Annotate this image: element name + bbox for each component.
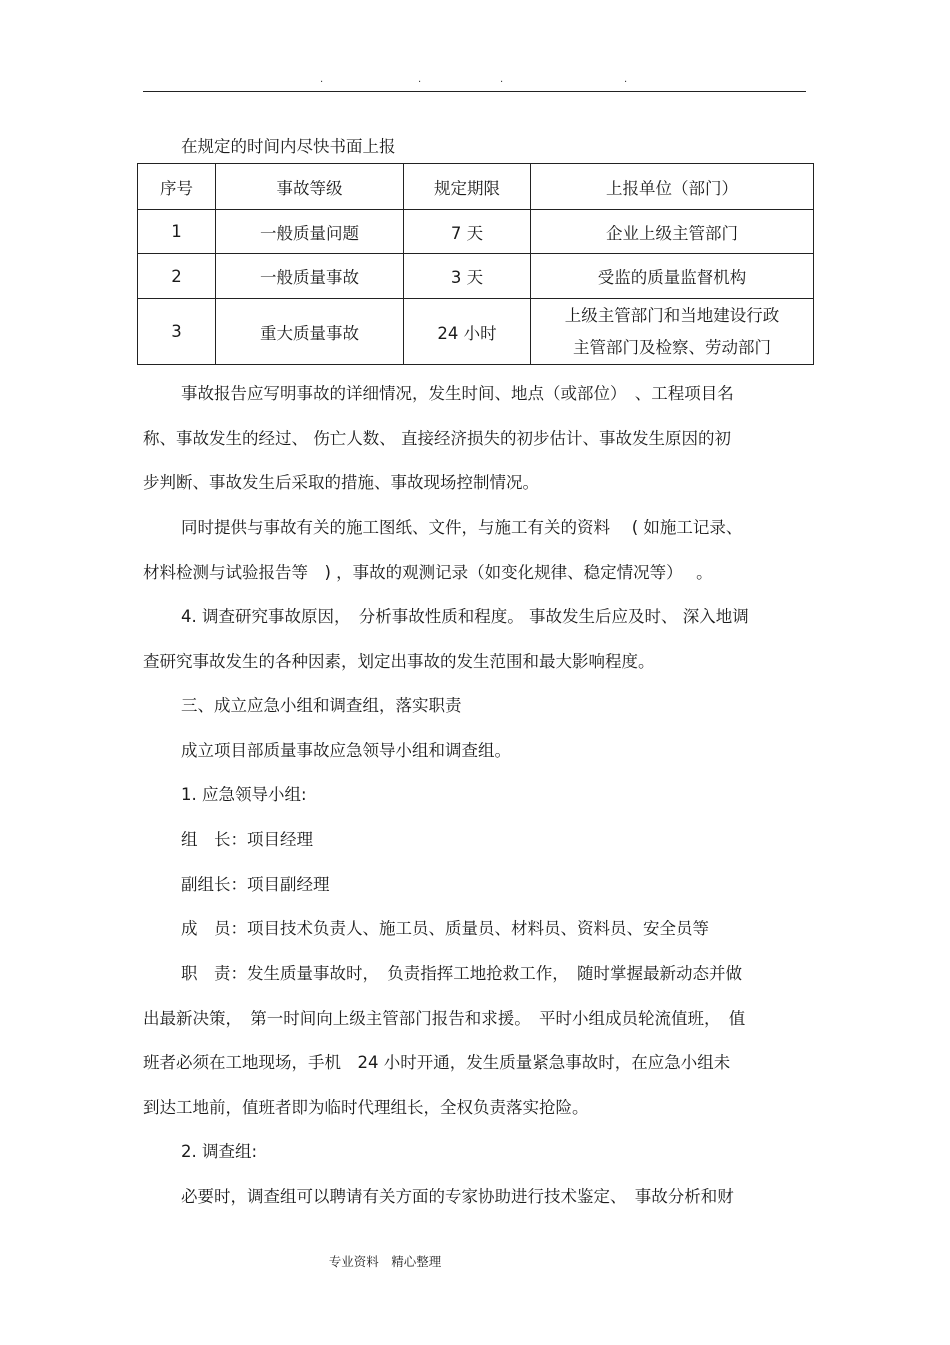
header-dots [143, 74, 806, 88]
table-header-cell: 事故等级 [216, 164, 404, 210]
row-number: 3 [138, 299, 216, 365]
paragraph-line: 副组长：项目副经理 [181, 875, 330, 894]
report-table [137, 163, 814, 365]
deadline: 7 天 [404, 210, 531, 254]
paragraph-line: 组 长：项目经理 [181, 830, 313, 849]
paragraph-line: 必要时，调查组可以聘请有关方面的专家协助进行技术鉴定、 事故分析和财 [181, 1187, 734, 1206]
table-row [138, 299, 814, 365]
report-unit: 企业上级主管部门 [531, 210, 814, 254]
table-header-cell: 规定期限 [404, 164, 531, 210]
accident-level: 重大质量事故 [216, 299, 404, 365]
paragraph-line: 事故报告应写明事故的详细情况，发生时间、地点（或部位） 、工程项目名 [181, 384, 734, 403]
report-unit: 受监的质量监督机构 [531, 254, 814, 299]
paragraph-line: 成 员：项目技术负责人、施工员、质量员、材料员、资料员、安全员等 [181, 919, 709, 938]
paragraph-line: 同时提供与事故有关的施工图纸、文件，与施工有关的资料 ( 如施工记录、 [181, 518, 743, 537]
table-header-cell: 序号 [138, 164, 216, 210]
paragraph-line: 出最新决策， 第一时间向上级主管部门报告和求援。 平时小组成员轮流值班， 值 [143, 1009, 746, 1028]
section-heading: 三、成立应急小组和调查组，落实职责 [181, 696, 462, 715]
page-footer: 专业资料 精心整理 [328, 1254, 442, 1269]
paragraph-line: 4. 调查研究事故原因， 分析事故性质和程度。 事故发生后应及时、 深入地调 [181, 607, 749, 626]
header-dot: . [418, 74, 422, 85]
subsection-heading: 1. 应急领导小组: [181, 785, 307, 804]
header-dot: . [500, 74, 504, 85]
header-dot: . [624, 74, 628, 85]
header-dot: . [320, 74, 324, 85]
table-header-cell: 上报单位（部门） [531, 164, 814, 210]
paragraph-line: 查研究事故发生的各种因素，划定出事故的发生范围和最大影响程度。 [143, 652, 655, 671]
intro-text: 在规定的时间内尽快书面上报 [181, 137, 396, 156]
report-unit-line: 上级主管部门和当地建设行政 [564, 305, 780, 325]
table-row [138, 254, 814, 299]
subsection-heading: 2. 调查组: [181, 1142, 258, 1161]
deadline: 24 小时 [404, 299, 531, 365]
report-unit-line: 主管部门及检察、劳动部门 [573, 337, 771, 357]
deadline: 3 天 [404, 254, 531, 299]
table-row [138, 210, 814, 254]
row-number: 1 [138, 210, 216, 254]
paragraph-line: 班者必须在工地现场，手机 24 小时开通，发生质量紧急事故时，在应急小组未 [143, 1053, 731, 1072]
accident-level: 一般质量问题 [216, 210, 404, 254]
paragraph-line: 到达工地前，值班者即为临时代理组长，全权负责落实抢险。 [143, 1098, 589, 1117]
accident-level: 一般质量事故 [216, 254, 404, 299]
row-number: 2 [138, 254, 216, 299]
paragraph-line: 步判断、事故发生后采取的措施、事故现场控制情况。 [143, 473, 539, 492]
paragraph-line: 材料检测与试验报告等 ) ，事故的观测记录（如变化规律、稳定情况等） 。 [143, 563, 713, 582]
paragraph-line: 称、事故发生的经过、 伤亡人数、 直接经济损失的初步估计、事故发生原因的初 [143, 429, 731, 448]
header-rule [143, 91, 806, 92]
paragraph-line: 职 责：发生质量事故时， 负责指挥工地抢救工作， 随时掌握最新动态并做 [181, 964, 742, 983]
report-unit [531, 299, 814, 365]
paragraph-line: 成立项目部质量事故应急领导小组和调查组。 [181, 741, 511, 760]
table-header-row [138, 164, 814, 210]
